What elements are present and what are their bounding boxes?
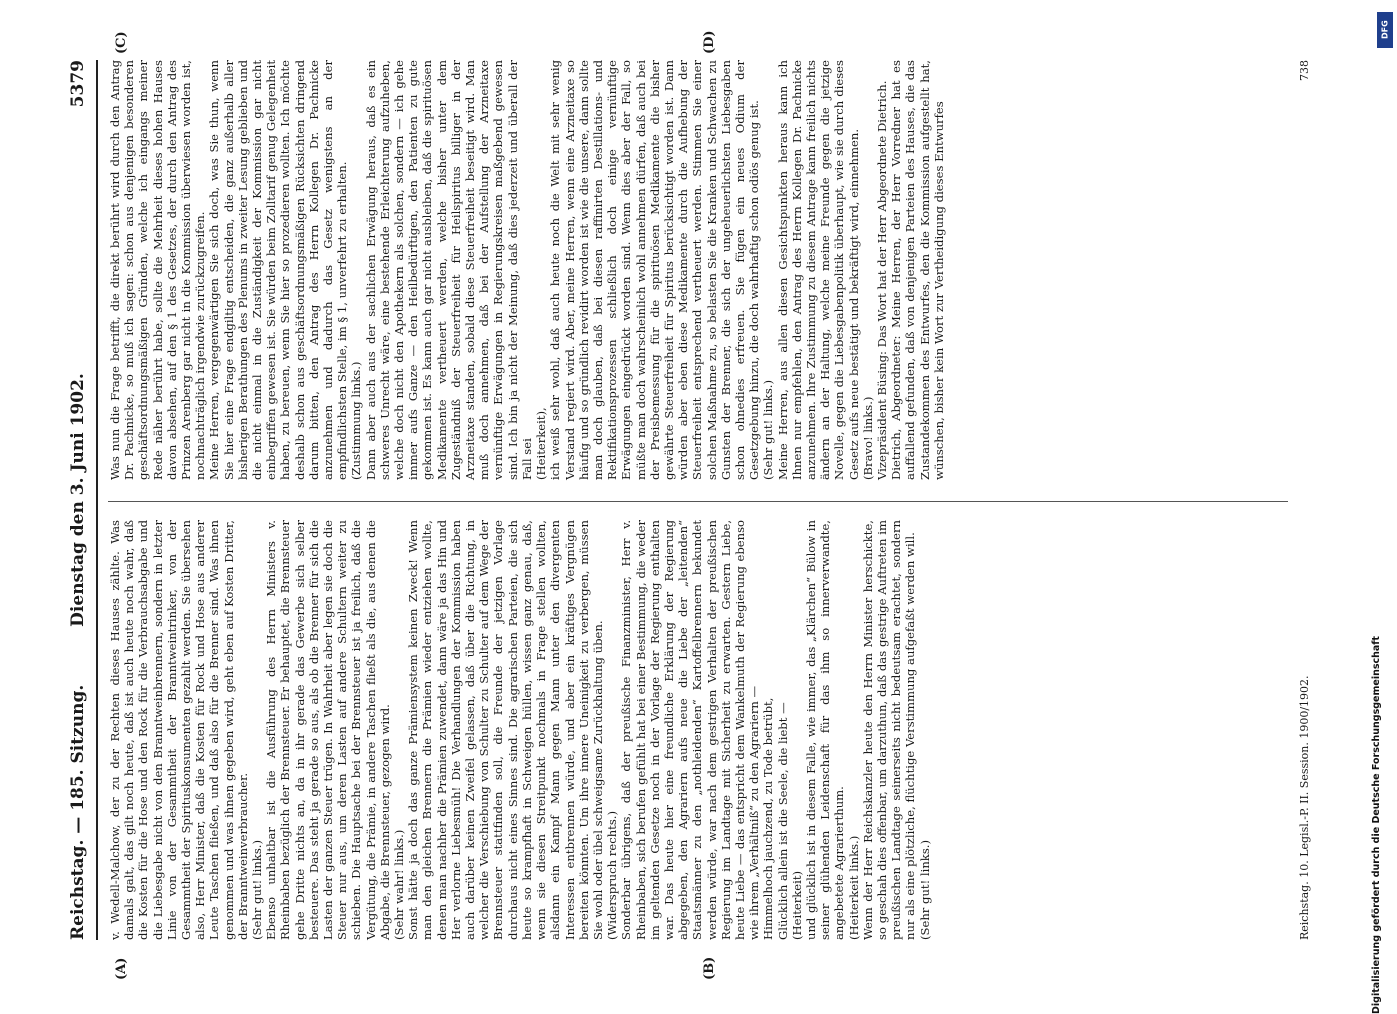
header-page-number: 5379	[68, 60, 88, 108]
page-header	[62, 60, 96, 940]
left-column-text: v. Wedell-Malchow, der zu der Rechten dieses Hauses zählte. Was damals galt, das gilt noch heute, daß ist auch heute noch wahr, daß die Kosten für die Hose und den Rock für die Verbrauchsabgabe und die Liebesgabe nicht von den Branntweinbrennern, sondern in letzter Linie von der Gesammtheit der Branntweintrinker, von der Gesammtheit der Spirituskonsumenten gezahlt werden. Sie übersehen also, Herr Minister, daß die Kosten für Rock und Hose aus anderer Leute Taschen fließen, und daß also für die Brenner sind. Was ihnen genommen und was ihnen gegeben wird, geht eben auf Kosten Dritter, der Branntweinverbraucher. (Sehr gut! links.) Ebenso unhaltbar ist die Ausführung des Herrn Ministers v. Rheinbaben bezüglich der Brennsteuer. Er behauptet, die Brennsteuer gehe Dritte nichts an, da in ihr gerade das Gewerbe sich selber besteuere. Das steht ja gerade so aus, als ob die Brenner für sich die Lasten der ganzen Steuer trügen. In Wahrheit aber legen sie doch die Steuer nur aus, um deren Lasten auf andere Schultern weiter zu schieben. Die Hauptsache bei der Brennsteuer ist ja freilich, daß die Vergütung, die Prämie, in andere Taschen fließt als die, aus denen die Abgabe, die Brennsteuer, gezogen wird. (Sehr wahr! links.) Sonst hätte ja doch das ganze Prämiensystem keinen Zweck! Wenn man den gleichen Brennern die Prämien wieder entziehen wollte, denen man nachher die Prämien zuwendet, dann wäre ja das Hin und Her verlorne Liebesmüh! Die Verhandlungen der Kommission haben auch darüber keinen Zweifel gelassen, daß über die Richtung, in welcher die Verschiebung von Schulter zu Schulter auf dem Wege der Brennsteuer stattfinden soll, die Freunde der jetzigen Vorlage durchaus nicht eines Sinnes sind. Die agrarischen Parteien, die sich heute so krampfhaft in Schweigen hüllen, wissen ganz genau, daß, wenn sie diesen Streitpunkt nochmals in Frage stellen wollten, alsdann ein Kampf Mann gegen Mann unter den divergenten Interessen entbrennen würde, und aber ein kräftiges Vergnügen bereiten könnten. Um ihre innere Uneinigkeit zu verbergen, müssen Sie wohl oder übel schweigsame Zurückhaltung üben. (Widerspruch rechts.) Sonderbar übrigens, daß der preußische Finanzminister, Herr v. Rheinbaben, sich berufen gefühlt hat bei einer Bestimmung, die weder im geltenden Gesetze noch in der Vorlage der Regierung enthalten war. Das heute hier eine freundliche Erklärung der Regierung abgegeben, den Agrariern aufs neue die Liebe der „leitenden“ Staatsmänner zu den „nothleidenden“ Kartoffelbrennern bekundet werden würde, war nach dem gestrigen Verhalten der preußischen Regierung im Landtage mit Sicherheit zu erwarten. Gestern Liebe, heute Liebe — das entspricht dem Wankelmuth der Regierung ebenso wie ihrem „Verhältniß“ zu den Agrariern — Himmelhoch jauchzend, zu Tode betrübt, Glücklich allein ist die Seele, die liebt — (Heiterkeit) und glücklich ist in diesem Falle, wie immer, das „Klärchen“ Bülow in seiner glühenden Leidenschaft für das ihm so innerverwandte, angebetete Agrarierthum. (Heiterkeit links.) Wenn der Herr Reichskanzler heute den Herrn Minister herschickte, so geschah dies offenbar, um darzuthun, daß das gestrige Auftreten im preußischen Landtage seinerseits nicht bedeutsam erachtet, sondern nur als eine plötzliche, flüchtige Verstimmung aufgefaßt werden will. (Sehr gut! links.)	[108, 520, 932, 940]
margin-marker-c: (C)	[114, 31, 129, 54]
header-date: Dienstag den 3. Juni 1902.	[68, 373, 88, 627]
margin-marker-d: (D)	[702, 30, 717, 54]
footer-signature-number: 738	[1298, 60, 1311, 81]
header-rule	[96, 60, 98, 940]
column-divider	[108, 501, 1288, 502]
margin-marker-a: (A)	[114, 957, 129, 980]
dfg-stamp	[1371, 10, 1393, 1014]
footer-legislature: Reichstag. 10. Legisl.-P. II. Session. 1900/1902.	[1298, 675, 1311, 940]
dfg-stamp-text: Digitalisierung gefördert durch die Deutsche Forschungsgemeinschaft	[1371, 636, 1382, 1014]
page-content	[62, 30, 1342, 980]
margin-marker-b: (B)	[702, 956, 717, 980]
right-column-text: Was nun die Frage betrifft, die direkt berührt wird durch den Antrag Dr. Pachnicke, so muß ich sagen: schon aus denjenigen besonderen geschäftsordnungsmäßigen Gründen, welche ich eingangs meiner Rede näher berührt habe, sollte die Mehrheit dieses hohen Hauses davon absehen, auf den § 1 des Gesetzes, der durch den Antrag des Prinzen Arenberg gar nicht in die Kommission überwiesen worden ist, nochnachträglich irgendwie zurückzugreifen. Meine Herren, vergegenwärtigen Sie sich doch, was Sie thun, wenn Sie hier eine Frage endgiltig entscheiden, die ganz außerhalb aller bisherigen Berathungen des Plenums in zweiter Lesung geblieben und die nicht einmal in die Zuständigkeit der Kommission gar nicht einbegriffen gewesen ist. Sie würden beim Zolltarif genug Gelegenheit haben, zu bereuen, wenn Sie hier so prozedieren wollten. Ich möchte deshalb schon aus geschäftsordnungsmäßigen Rücksichten dringend darum bitten, den Antrag des Herrn Kollegen Dr. Pachnicke anzunehmen und dadurch das Gesetz wenigstens an der empfindlichsten Stelle, im § 1, unverfehrt zu erhalten. (Zustimmung links.) Dann aber auch aus der sachlichen Erwägung heraus, daß es ein schweres Unrecht wäre, eine bestehende Erleichterung aufzuheben, welche doch nicht den Apothekern als solchen, sondern — ich gehe immer aufs Ganze — den Heilbedürftigen, den Patienten zu gute gekommen ist. Es kann auch gar nicht ausbleiben, daß die spirituösen Medikamente vertheuert werden, welche bisher unter dem Zugeständniß der Steuerfreiheit für Heilspiritus billiger in der Arzneitaxe standen, sobald diese Steuerfreiheit beseitigt wird. Man muß doch annehmen, daß bei der Aufstellung der Arzneitaxe vernünftige Erwägungen in Regierungskreisen maßgebend gewesen sind. Ich bin ja nicht der Meinung, daß dies jederzeit und überall der Fall sei (Heiterkeit), ich weiß sehr wohl, daß auch heute noch die Welt mit sehr wenig Verstand regiert wird. Aber, meine Herren, wenn eine Arzneitaxe so häufig und so gründlich revidirt worden ist wie die unsere, dann sollte man doch glauben, daß bei diesen raffinirten Destillations- und Rektifikationsprozessen schließlich doch einige vernünftige Erwägungen eingedrückt worden sind. Wenn dies aber der Fall, so müßte man doch wahrscheinlich wohl annehmen dürfen, daß auch bei der Preisbemessung für die spirituösen Medikamente die bisher gewährte Steuerfreiheit für Spiritus berücksichtigt worden ist. Dann würden aber eben diese Medikamente durch die Aufhebung der Steuerfreiheit entsprechend vertheuert werden. Stimmen Sie einer solchen Maßnahme zu, so belasten Sie die Kranken und Schwachen zu Gunsten der Brenner, die sich der ungeheuerlichsten Liebesgaben schon ohnedies erfreuen. Sie fügen ein neues Odium der Gesetzgebung hinzu, die doch wahrhaftig schon odiös genug ist. (Sehr gut! links.) Meine Herren, aus allen diesen Gesichtspunkten heraus kann ich Ihnen nur empfehlen, den Antrag des Herrn Kollegen Dr. Pachnicke anzunehmen. Ihre Zustimmung zu diesem Antrage kann freilich nichts ändern an der Haltung, welche meine Freunde gegen die jetzige Novelle, gegen die Liebesgabenpolitik überhaupt, wie sie durch dieses Gesetz aufs neue bestätigt und bekräftigt wird, einnehmen. (Bravo! links.) Vizepräsident Büsing: Das Wort hat der Herr Abgeordnete Dietrich. Dietrich, Abgeordneter: Meine Herren, der Herr Vorredner hat es auffallend gefunden, daß von denjenigen Parteien des Hauses, die das Zustandekommen des Entwurfes, den die Kommission aufgestellt hat, wünschen, bisher kein Wort zur Vertheidigung dieses Entwurfes	[108, 60, 946, 480]
header-session: Reichstag. — 185. Sitzung.	[68, 684, 88, 940]
dfg-logo: DFG	[1377, 12, 1393, 48]
